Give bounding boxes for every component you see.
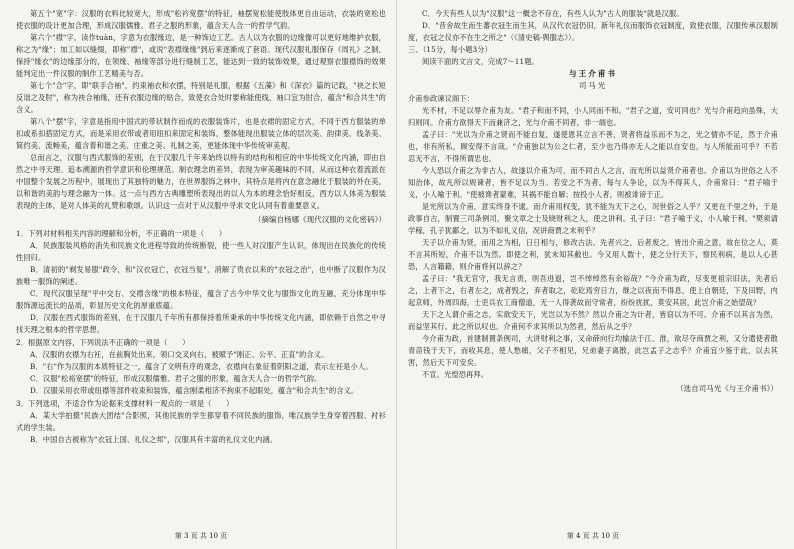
- page-number-footer: 第 4 页 共 10 页: [566, 532, 620, 540]
- passage-author: 司马光: [578, 81, 608, 90]
- source-citation: （摘编自杨娜《现代汉服的文化密码》）: [253, 215, 386, 224]
- body-paragraph: 第六个"襟"字，读作tuàn，字意为衣服缘边，是一种饰边工艺。古人以为衣服的边缘像可以更好地维护衣服，称之为"缘"；加工如以缝缀，即称"襟"，或说"表襟缘缘"到后来逐渐成了套语。现代汉服礼服保存《周礼》之制，保持"缘衣"的边缘部分的，在领缘、袖缘等部分进行缝制工艺，能达到一致的装饰效果，通过观察衣服襟饰的效果能判定出一件汉服的制作工艺精美与否。: [16, 33, 386, 78]
- passage-paragraph: 孟子曰："我无官守，我无言责，则吾进退，岂不绰绰然有余裕哉？"今介甫为政，尽变更祖宗旧法，先者后之，上者下之，右者左之，成者毁之，弃者取之，矻矻焉穷日力，继之以夜而不得息，使上自朝廷，下及田野，内起京师，外周四海，士吏兵农工商僧道，无一人得袭故而守常者，纷纷扰扰，莫安其居，此岂介甫之始望哉？: [408, 274, 778, 307]
- body-paragraph: 第五个"宽"字：汉服的衣料比较宽大，形成"松衿宽摆"的特征，袖摆宽松能使肢体更自由运动，衣装的宽松也使衣服的设计更加合理，形成汉服儒雅、君子之服的形象，蕴含天人合一的哲学气韵。: [16, 9, 386, 30]
- passage-closing: 不宣。光惶恐再拜。: [422, 370, 489, 379]
- question-3-option-d: D．"昔舍故生而生蕃衣冠生而生其，从汉代衣冠仍旧，新年礼仪而服饰衣冠制度，致使衣服，汉服传承汉服制度，衣冠之仪亦不在生之所之"（《清史稿·舆服志》）。: [408, 21, 778, 42]
- passage-paragraph: 光不材，不足以辱介甫为友。"君子和而不同，小人同而不和。"君子之道，安可同也？光与介甫趋向虽殊，大归则同。介甫方欲得天下而兼济之，光与介甫不同者，非一端也。: [408, 106, 778, 127]
- letter-greeting: 介甫参政谏议阁下：: [408, 94, 475, 103]
- page-3: [12, 8, 390, 541]
- section-heading: 三、（15分，每小题3分）: [408, 45, 492, 54]
- question-1-option-c: C．现代汉服呈现"平中交右、交襟含缘"的根本特征，蕴含了古今中华文化与服饰文化的互融，充分体现中华服饰源远流长的品质，彰显历史文化的厚重底蕴。: [16, 289, 386, 310]
- page-4: [404, 8, 782, 541]
- question-1-option-a: A．民族服装风格的消失和民族文化进程导致的传统断裂，使一些人对汉服产生认识，体现出在民族化的传统性回归。: [16, 241, 386, 262]
- passage-paragraph: 孟子曰："光以为介甫之贤而不能自复，遂使恩其立言不善，贤者将益乐而不为之，光之情亦不足，然于介甫也，非有所私，顾安得不言哉。"介甫独以为公之仁者，至少也乃得亦无人之能以自安也，与人所能而可乎？不若忍无不言，不得所谓忠也。: [408, 130, 778, 163]
- page-fold-divider: [396, 0, 397, 549]
- question-2-option-b: B．"右"作为汉服的本质特征之一，蕴含了文明有序的观念，衣襟向右象征着阴阳之道，表示左衽是小人。: [30, 362, 373, 371]
- passage-paragraph: 今介甫为政，首建制置条例司，大讲财利之事，又命薛向行均输法于江、淮，欲尽夺商贾之利，又分遣使者散青苗钱于天下，而收其息，使人愁痛，父子不相见，兄弟妻子离散，此岂孟子之志乎？介甫宜少鉴于此，以去其害，然后天下可安矣。: [408, 334, 778, 367]
- passage-title: 与王介甫书: [569, 69, 617, 78]
- question-2-stem: 2．根据原文内容，下列说法不正确的一项是（ ）: [16, 338, 190, 347]
- question-2-option-c: C．汉服"松裕宽摆"的特征，形成汉服儒雅、君子之服的形象，蕴含天人合一的哲学气韵。: [30, 374, 322, 383]
- question-3-option-b: B．中国自古被称为"衣冠上国、礼仪之邦"，汉服具有丰富的礼仪文化内涵。: [30, 435, 278, 444]
- passage-paragraph: 天子以介甫为贤，而用之为相，日日相与，修改古法。先者兴之，后者废之，皆出介甫之意，故在位之人，莫不言其所短，介甫不以为然。即使之利，犹未知其敝也。今又用人数十，使之分行天下，察民利病，是以人心甚恐，人言籍籍，则介甫将何以辞之？: [408, 238, 778, 271]
- question-1-option-b: B．清初的"剃发易服"政令，和"汉衣冠亡，衣冠当复"，消解了贵衣以来的"衣冠之治"，也中断了汉服作为汉族唯一服饰的阐述。: [16, 265, 386, 286]
- question-1-stem: 1．下列对材料相关内容的理解和分析，不正确的一项是（ ）: [16, 229, 227, 238]
- passage-paragraph: 是光所以为介甫，意实终身不逮。而介甫用权变，犹不能为天下之心，况世俗之人乎？又更在千里之外，于是政事自古，制置三司条例司，聚文章之士及晓财利之人，使之讲利。孔子曰："君子喻于义，小人喻于利。"樊须请学稼，孔子犹鄙之，以为不如礼义信，况讲商贾之末利乎？: [408, 202, 778, 235]
- body-paragraph: 第八个"摆"字，字意是指用中国式的带状制作而成的衣服装饰片，也是衣裙的固定方式，不同于西方服装的单扣或系扣搭固定方式，而是采用衣带或者用纽扣来固定和装饰，整体能现出服装立体的层次美、韵律美、线条美、简约美、流畅美，蕴含着和谐之美、庄重之美、礼制之美，更能体现中华传统审美观。: [16, 117, 386, 150]
- body-paragraph: 总而言之，汉服与西式服饰的差别，在于汉服几千年来始终以特有的结构和相应的中华传统文化内涵，即由自然之中寻天理、追本溯源的哲学意识和伦理规范。制衣理念的差异，表现为审美趣味的不同，从而这种衣着流派在中国整个发展之历程中，展现出了其独特的魅力，在世界服饰之林中，其特点是将内在意念融化于服装的外在美，以和谐的美韵与理念融为一体。这一点与西方古典雕塑所表现出的以人为本的理念恰好相反，西方以人体美为服装表现的主体，是对人体美的礼赞和歌颂。认识这一点对于从汉服中寻求文化认同有着重要意义。: [16, 153, 386, 210]
- source-citation: （选自司马光《与王介甫书》）: [676, 384, 778, 393]
- question-2-option-a: A．汉服的衣襟为右衽，在前胸处出来，领口交叉向右，被赋予"刚正、公平、正直"的含义。: [30, 350, 329, 359]
- question-3-option-c: C．今天有些人以为"汉服"这一概念不存在，有些人认为"古人的服装"就是汉服。: [422, 9, 684, 18]
- section-instruction: 阅读下面的文言文，完成7～11题。: [422, 57, 539, 66]
- passage-paragraph: 今人恐以介甫之为非古人，故遂以介甫为可，而不同古人之言，而光所以益贤介甫者也。介甫以为世俗之人不知治体，故凡所以规谏者，皆不足以为当。若安之不为者，每与人争论，以为不得其人，介甫常曰："君子喻于义，小人喻于利。"使被谗者蒙难，其祸不能自解；按投小人者，则被诽谤于正。: [408, 166, 778, 199]
- question-1-option-d: D．汉服在西式服饰的差别，在于汉服几千年所有都保持着所秉承的中华传统文化内涵，即依赖于自然之中寻找天理之根本的哲学思想。: [16, 313, 386, 334]
- question-3-stem: 3．下列选项，不适合作为论据来支撑材料一观点的一项是（ ）: [16, 399, 234, 408]
- body-paragraph: 第七个"合"字，即"联手合袖"，约束袖衣和衣摆，特别是礼服，根据《五藻》和《深衣》篇的记载，"袂之长短反诎之及肘"，称为袂合袖缘，还有衣服边缘的贴合，致使衣合处时要称能使线，袖口宜为肘合，蕴含"和合共生"的含义。: [16, 81, 386, 114]
- question-2-option-d: D．汉服采用衣带或纽襟等部件收束和装饰，蕴含刚柔相济不拘束不起眼处，蕴含"和合共生"的含义。: [30, 386, 359, 395]
- passage-paragraph: 天下之人谓介甫之志，实欲安天下，光岂以为不然？然以介甫之为计者，皆窃以为不可。介甫不以其言为然，而益坚其行。此之所以叹也。介甫何不求其所以为然者，然后从之乎？: [408, 310, 778, 331]
- page-number-footer: 第 3 页 共 10 页: [174, 532, 228, 540]
- question-3-option-a: A．某大学拍摄"民族大团结"合影照，其他民族的学生都穿着不同民族的服饰，唯汉族学生身穿着西服、衬衫式的学生装。: [16, 411, 386, 432]
